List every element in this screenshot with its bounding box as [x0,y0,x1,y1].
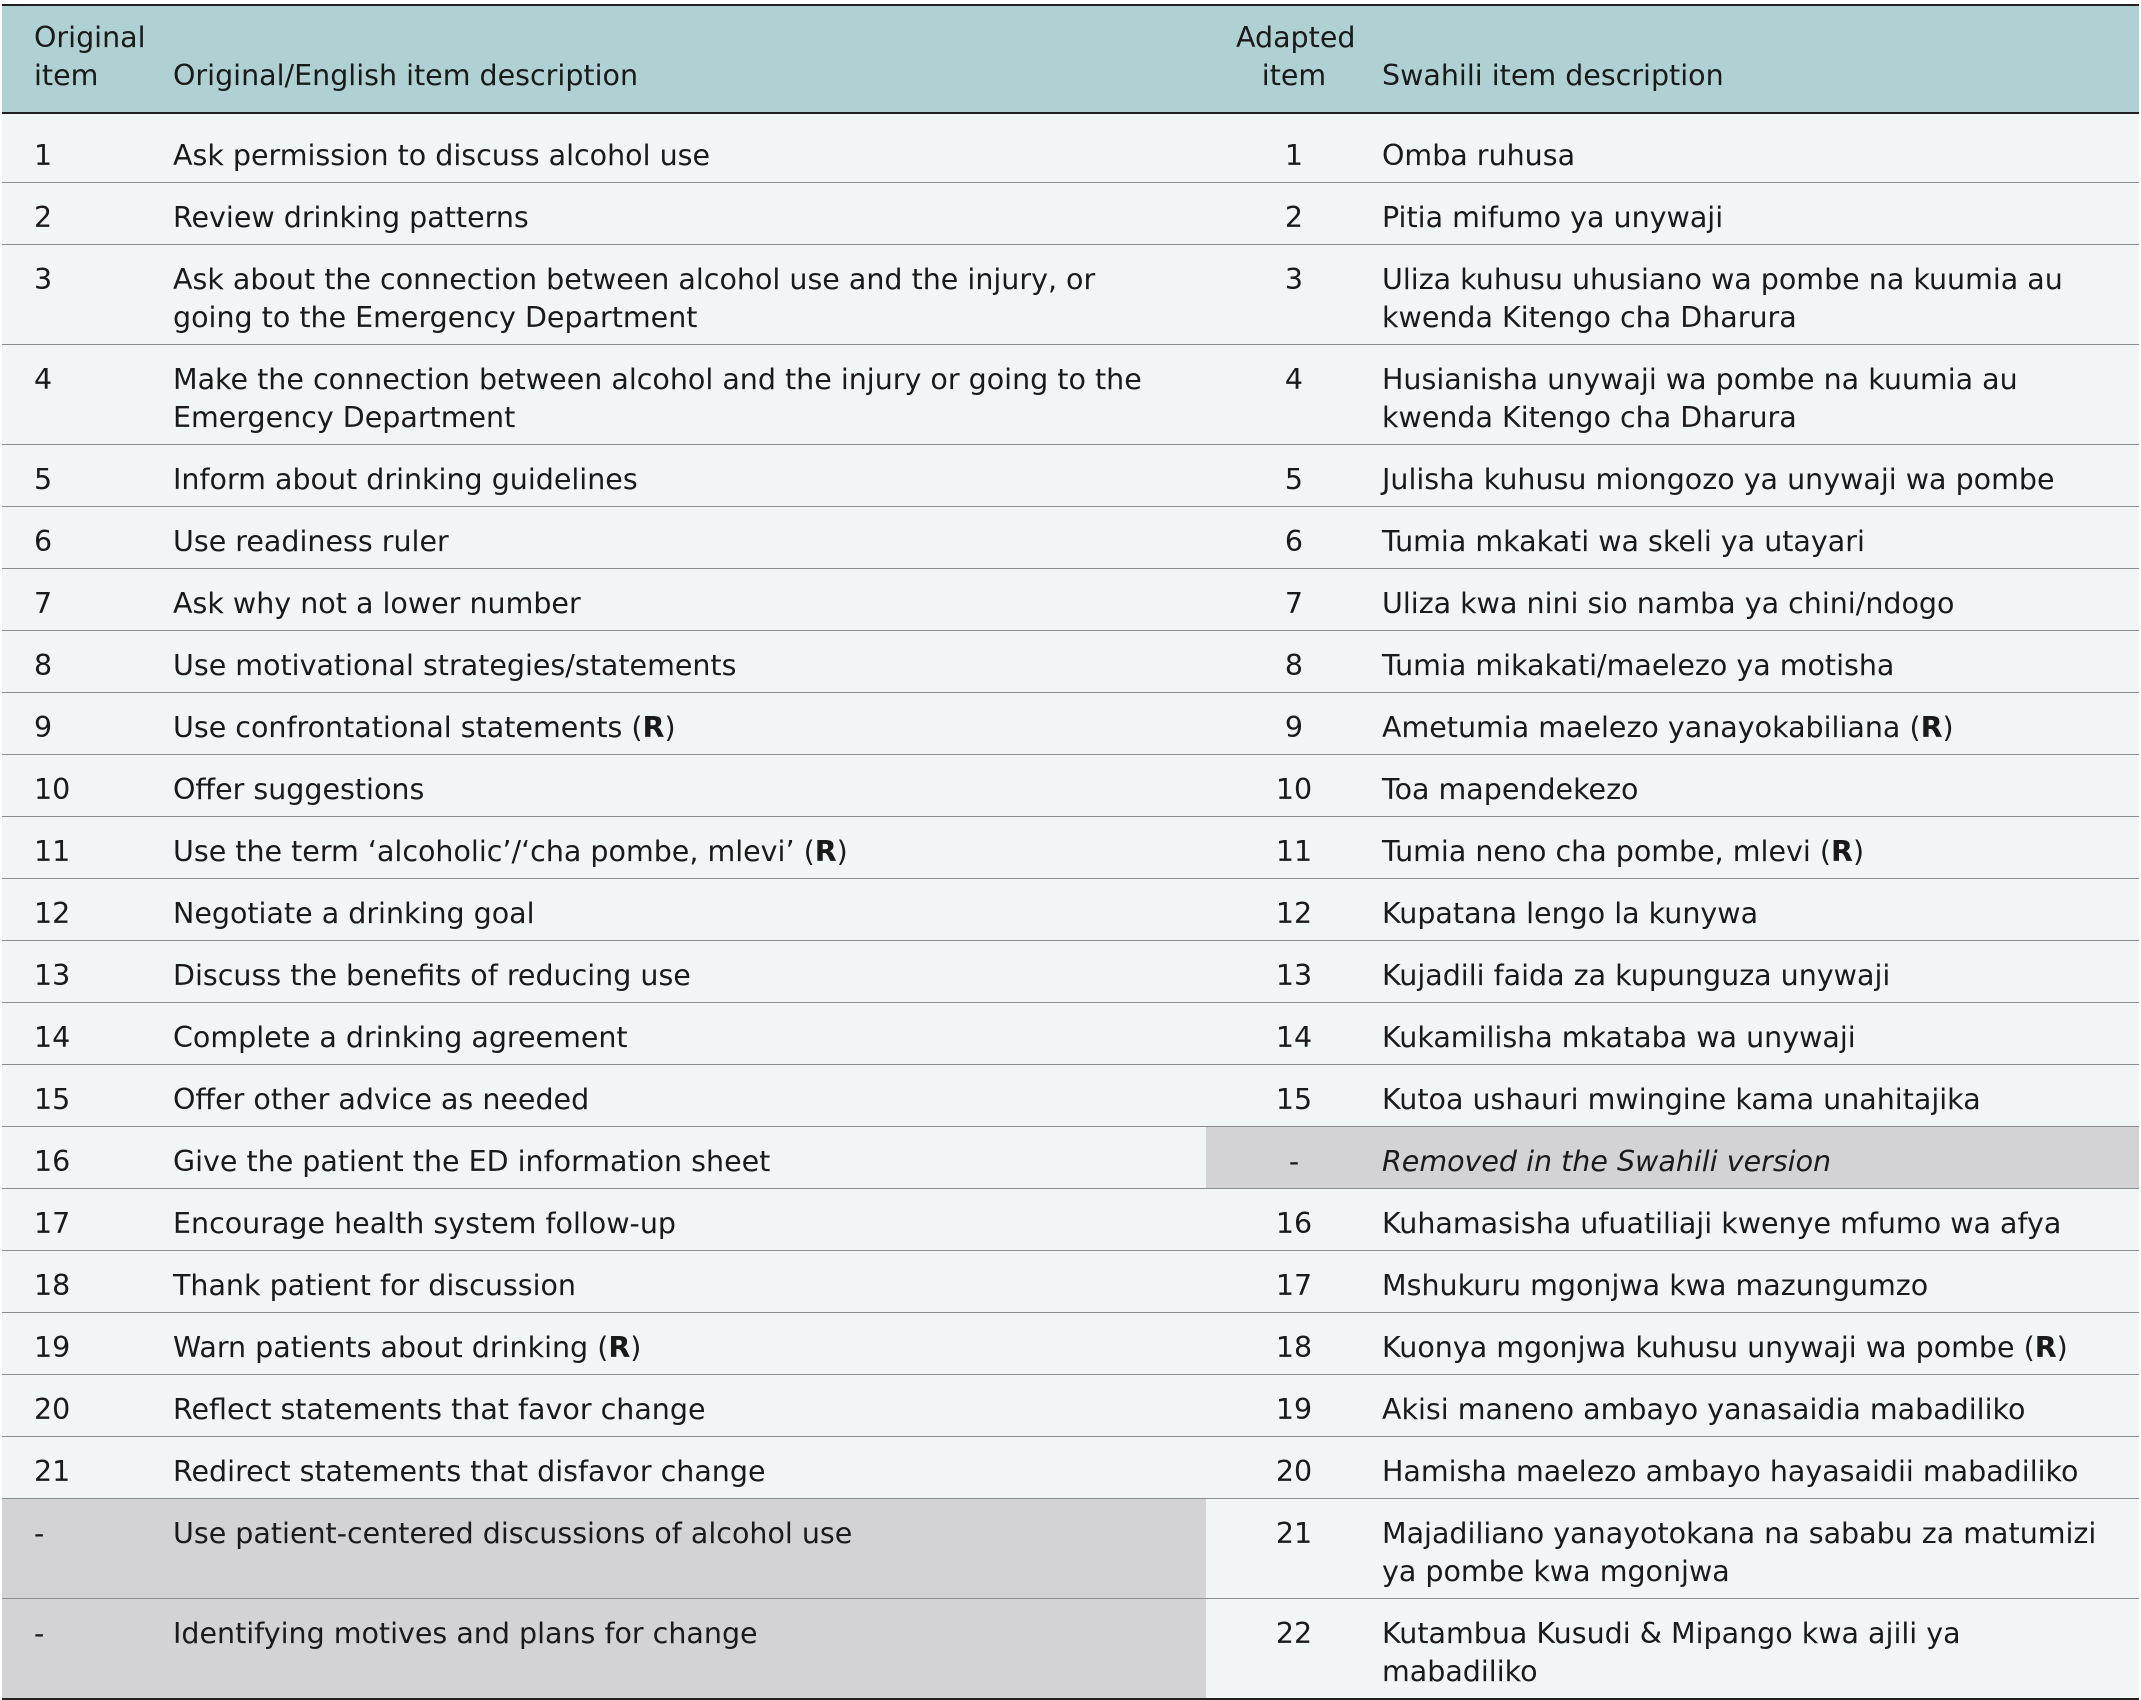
english-description: Inform about drinking guidelines [173,463,638,496]
swahili-description: Julisha kuhusu miongozo ya unywaji wa pombe [1382,463,2055,496]
swahili-description-text: Kuonya mgonjwa kuhusu unywaji wa pombe [1382,1331,2015,1364]
original-item-number: 19 [34,1331,71,1364]
adapted-item-number: 15 [1275,1083,1313,1116]
english-description: Offer suggestions [173,773,425,806]
table-row [2,1003,2139,1065]
swahili-description: Kujadili faida za kupunguza unywaji [1382,959,1891,992]
reverse-scored-letter: R [642,711,665,744]
swahili-description: Akisi maneno ambayo yanasaidia mabadiliko [1382,1393,2026,1426]
table-row [2,245,2139,345]
english-description: Thank patient for discussion [173,1269,576,1302]
swahili-description [1382,693,2139,755]
english-description: Complete a drinking agreement [173,1021,628,1054]
swahili-description: Omba ruhusa [1382,139,1576,172]
original-item-number: 3 [34,263,53,296]
header-row [2,5,2139,113]
english-description: Ask permission to discuss alcohol use [173,139,711,172]
original-item-number: 1 [34,139,53,172]
table-row [2,1251,2139,1313]
header-original-item: Original item [34,21,146,92]
original-item-number: - [2,1499,171,1599]
swahili-description: Pitia mifumo ya unywaji [1382,201,1724,234]
swahili-description: Toa mapendekezo [1382,773,1639,806]
original-item-number: 18 [34,1269,71,1302]
english-description [171,693,1206,755]
adapted-item-number: 5 [1284,463,1304,496]
reverse-scored-marker: (R) [2023,1331,2068,1364]
english-description: Offer other advice as needed [173,1083,590,1116]
adapted-item-number: 20 [1275,1455,1313,1488]
table-row [2,1189,2139,1251]
swahili-description [1382,817,2139,879]
original-item-number: - [2,1599,171,1700]
reverse-scored-marker: (R) [597,1331,642,1364]
english-description: Ask why not a lower number [173,587,581,620]
table-row [2,345,2139,445]
table-row [2,1313,2139,1375]
adapted-item-number: 3 [1284,263,1304,296]
swahili-description: Kukamilisha mkataba wa unywaji [1382,1021,1856,1054]
table-row [2,1375,2139,1437]
adapted-item-number: 2 [1284,201,1304,234]
table-body [2,113,2139,1699]
adapted-item-number: 10 [1275,773,1313,806]
table-header [2,5,2139,113]
original-item-number: 4 [34,363,53,396]
english-description: Encourage health system follow-up [173,1207,676,1240]
adapted-item-number: 14 [1275,1021,1313,1054]
table-row [2,631,2139,693]
reverse-scored-marker: (R) [803,835,848,868]
original-item-number: 17 [34,1207,71,1240]
original-item-number: 20 [34,1393,71,1426]
swahili-description [1382,1313,2139,1375]
adapted-item-number: 7 [1284,587,1304,620]
english-description: Discuss the benefits of reducing use [173,959,691,992]
adapted-item-number: 11 [1275,835,1313,868]
adapted-item-number: 8 [1284,649,1304,682]
original-item-number: 6 [34,525,53,558]
swahili-description: Husianisha unywaji wa pombe na kuumia au kwenda Kitengo cha Dharura [1382,363,2018,434]
header-swahili-description: Swahili item description [1382,59,1724,92]
adapted-item-number: 22 [1275,1617,1313,1650]
original-item-number: 16 [34,1145,71,1178]
adapted-item-number: 19 [1275,1393,1313,1426]
english-description: Use readiness ruler [173,525,449,558]
swahili-description-text: Ametumia maelezo yanayokabiliana [1382,711,1901,744]
english-description-text: Use the term ‘alcoholic’/‘cha pombe, mlevi’ [173,835,795,868]
header-adapted-item: Adapted item [1236,21,1356,92]
reverse-scored-letter: R [2034,1331,2057,1364]
table-row [2,445,2139,507]
reverse-scored-letter: R [814,835,837,868]
english-description: Redirect statements that disfavor change [173,1455,766,1488]
adapted-item-number: 9 [1284,711,1304,744]
english-description [171,817,1206,879]
table-row [2,1437,2139,1499]
table-row [2,507,2139,569]
swahili-description-text: Tumia neno cha pombe, mlevi [1382,835,1811,868]
adapted-item-number: 1 [1284,139,1304,172]
adapted-item-number: - [1206,1127,1382,1189]
original-item-number: 8 [34,649,53,682]
swahili-description: Uliza kuhusu uhusiano wa pombe na kuumia au kwenda Kitengo cha Dharura [1382,263,2063,334]
adapted-item-number: 12 [1275,897,1313,930]
english-description: Review drinking patterns [173,201,529,234]
original-item-number: 12 [34,897,71,930]
table-row [2,569,2139,631]
original-item-number: 15 [34,1083,71,1116]
adapted-item-number: 6 [1284,525,1304,558]
table-row [2,1127,2139,1189]
adapted-item-number: 4 [1284,363,1304,396]
english-description: Reflect statements that favor change [173,1393,706,1426]
english-description: Ask about the connection between alcohol use and the injury, or going to the Emergency Department [173,263,1096,334]
swahili-description: Tumia mikakati/maelezo ya motisha [1382,649,1895,682]
reverse-scored-letter: R [1830,835,1853,868]
adapted-item-number: 16 [1275,1207,1313,1240]
table-row [2,113,2139,183]
english-description: Negotiate a drinking goal [173,897,535,930]
original-item-number: 2 [34,201,53,234]
english-description: Give the patient the ED information sheet [173,1145,771,1178]
original-item-number: 9 [34,711,53,744]
table-row [2,879,2139,941]
adapted-item-number: 13 [1275,959,1313,992]
reverse-scored-marker: (R) [1819,835,1865,868]
english-description-text: Use confrontational statements [173,711,623,744]
english-description-text: Warn patients about drinking [173,1331,589,1364]
table-row [2,693,2139,755]
adapted-item-number: 17 [1275,1269,1313,1302]
english-description: Use patient-centered discussions of alcohol use [171,1499,1206,1599]
swahili-description: Majadiliano yanayotokana na sababu za matumizi ya pombe kwa mgonjwa [1382,1517,2097,1588]
table-row [2,1499,2139,1599]
english-description: Make the connection between alcohol and the injury or going to the Emergency Department [173,363,1142,434]
original-item-number: 13 [34,959,71,992]
swahili-description: Mshukuru mgonjwa kwa mazungumzo [1382,1269,1929,1302]
english-description [171,1313,1206,1375]
swahili-description: Kuhamasisha ufuatiliaji kwenye mfumo wa afya [1382,1207,2062,1240]
table-row [2,755,2139,817]
reverse-scored-marker: (R) [1909,711,1954,744]
swahili-description: Kutoa ushauri mwingine kama unahitajika [1382,1083,1981,1116]
table-row [2,1599,2139,1700]
table-row [2,183,2139,245]
original-item-number: 11 [34,835,71,868]
original-item-number: 7 [34,587,53,620]
swahili-description: Hamisha maelezo ambayo hayasaidii mabadiliko [1382,1455,2079,1488]
table-row [2,1065,2139,1127]
original-item-number: 5 [34,463,53,496]
header-english-description: Original/English item description [173,59,639,92]
english-description: Identifying motives and plans for change [171,1599,1206,1700]
swahili-description: Removed in the Swahili version [1382,1127,2139,1189]
original-item-number: 14 [34,1021,71,1054]
adapted-item-number: 18 [1275,1331,1313,1364]
swahili-description: Kutambua Kusudi & Mipango kwa ajili ya mabadiliko [1382,1617,1961,1688]
original-item-number: 10 [34,773,71,806]
adapted-item-number: 21 [1275,1517,1313,1550]
reverse-scored-marker: (R) [631,711,676,744]
table-row [2,817,2139,879]
items-table [2,4,2139,1700]
reverse-scored-letter: R [608,1331,631,1364]
original-item-number: 21 [34,1455,71,1488]
table-row [2,941,2139,1003]
english-description: Use motivational strategies/statements [173,649,737,682]
swahili-description: Kupatana lengo la kunywa [1382,897,1759,930]
swahili-description: Uliza kwa nini sio namba ya chini/ndogo [1382,587,1955,620]
swahili-description: Tumia mkakati wa skeli ya utayari [1382,525,1865,558]
reverse-scored-letter: R [1920,711,1943,744]
